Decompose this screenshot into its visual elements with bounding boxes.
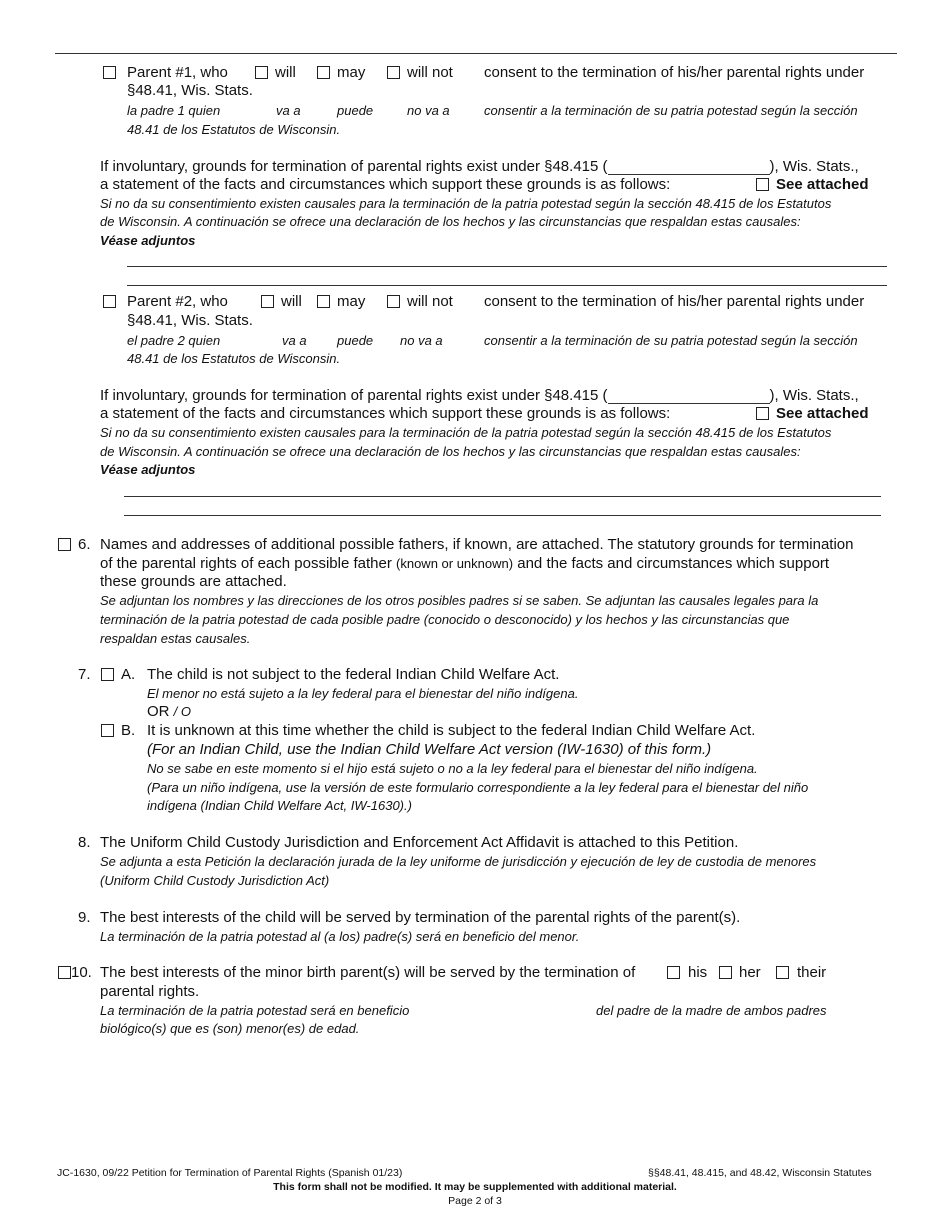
parent1-es-statute: 48.41 de los Estatutos de Wisconsin. xyxy=(127,122,341,137)
top-rule xyxy=(55,53,897,54)
parent1-es-consent: consentir a la terminación de su patria potestad según la sección xyxy=(484,103,858,118)
parent1-consent-text: consent to the termination of his/her parental rights under xyxy=(484,64,865,81)
item9-number: 9. xyxy=(78,909,91,926)
item10-es-2: biológico(s) que es (son) menor(es) de edad. xyxy=(100,1021,360,1036)
item9-text: The best interests of the child will be served by termination of the parental rights of the parent(s). xyxy=(100,909,741,926)
parent1-es-see-attached: Véase adjuntos xyxy=(100,233,196,248)
parent1-statute: §48.41, Wis. Stats. xyxy=(127,82,253,99)
item7-a-es: El menor no está sujeto a la ley federal para el bienestar del niño indígena. xyxy=(147,686,579,701)
parent2-es-will-not: no va a xyxy=(400,333,443,348)
parent2-es-see-attached: Véase adjuntos xyxy=(100,462,196,477)
parent1-es-will: va a xyxy=(276,103,301,118)
parent1-will-checkbox[interactable] xyxy=(255,66,268,79)
parent2-statement-line-2[interactable] xyxy=(124,515,881,516)
item6-line-2 xyxy=(100,555,829,572)
item6-number: 6. xyxy=(78,536,91,553)
parent1-will-not-label: will not xyxy=(407,64,453,81)
parent2-checkbox[interactable] xyxy=(103,295,116,308)
parent2-will-not-checkbox[interactable] xyxy=(387,295,400,308)
item10-her-label: her xyxy=(739,964,761,981)
parent2-involuntary-text-b: ), Wis. Stats., xyxy=(769,387,859,404)
item8-es-1: Se adjunta a esta Petición la declaración jurada de la ley uniforme de jurisdicción y ejecución de ley de custodia de menores xyxy=(100,854,817,869)
parent1-involuntary-line xyxy=(100,158,859,175)
parent2-will-checkbox[interactable] xyxy=(261,295,274,308)
parent1-will-not-checkbox[interactable] xyxy=(387,66,400,79)
item7-number: 7. xyxy=(78,666,91,683)
parent1-es-involuntary-2: de Wisconsin. A continuación se ofrece una declaración de los hechos y las circunstancias que respaldan estas causales: xyxy=(100,214,801,229)
item7-or-en: OR xyxy=(147,703,170,720)
item7-a-letter: A. xyxy=(121,666,136,683)
parent1-es-will-not: no va a xyxy=(407,103,450,118)
footer-form-id: JC-1630, 09/22 Petition for Termination of Parental Rights (Spanish 01/23) xyxy=(57,1167,403,1179)
parent2-es-will: va a xyxy=(282,333,307,348)
item10-his-label: his xyxy=(688,964,708,981)
item6-known-unknown: (known or unknown) xyxy=(396,556,514,571)
parent2-es-who: el padre 2 quien xyxy=(127,333,221,348)
parent2-es-may: puede xyxy=(337,333,374,348)
footer-page-number: Page 2 of 3 xyxy=(448,1195,502,1207)
parent1-statement-line-1[interactable] xyxy=(127,266,887,267)
parent2-consent-text: consent to the termination of his/her parental rights under xyxy=(484,293,865,310)
item10-number: 10. xyxy=(71,964,92,981)
item7-b-checkbox[interactable] xyxy=(101,724,114,737)
parent1-see-attached-checkbox[interactable] xyxy=(756,178,769,191)
parent1-grounds-field[interactable] xyxy=(608,160,770,175)
item7-b-es-3: indígena (Indian Child Welfare Act, IW-1630).) xyxy=(147,798,412,813)
parent2-statement-line-1[interactable] xyxy=(124,496,881,497)
item10-their-label: their xyxy=(797,964,827,981)
item10-her-checkbox[interactable] xyxy=(719,966,732,979)
item10-checkbox[interactable] xyxy=(58,966,71,979)
parent2-may-label: may xyxy=(337,293,366,310)
item6-line-3: these grounds are attached. xyxy=(100,573,287,590)
item6-checkbox[interactable] xyxy=(58,538,71,551)
parent2-es-consent: consentir a la terminación de su patria potestad según la sección xyxy=(484,333,858,348)
footer-notice: This form shall not be modified. It may be supplemented with additional material. xyxy=(273,1181,677,1193)
item10-their-checkbox[interactable] xyxy=(776,966,789,979)
item7-b-text: It is unknown at this time whether the child is subject to the federal Indian Child Welfare Act. xyxy=(147,722,756,739)
item6-line-2c: and the facts and circumstances which support xyxy=(513,555,830,572)
parent1-label: Parent #1, who xyxy=(127,64,228,81)
parent1-see-attached-label: See attached xyxy=(776,176,869,193)
parent2-will-label: will xyxy=(281,293,302,310)
item8-es-2: (Uniform Child Custody Jurisdiction Act) xyxy=(100,873,330,888)
parent1-es-involuntary-1: Si no da su consentimiento existen causales para la terminación de la patria potestad según la sección 48.415 de los Estatutos xyxy=(100,196,832,211)
parent1-may-checkbox[interactable] xyxy=(317,66,330,79)
item10-text-2: parental rights. xyxy=(100,983,200,1000)
item6-es-3: respaldan estas causales. xyxy=(100,631,251,646)
parent1-may-label: may xyxy=(337,64,366,81)
parent1-checkbox[interactable] xyxy=(103,66,116,79)
item7-or-es: / O xyxy=(173,704,192,719)
item8-text: The Uniform Child Custody Jurisdiction and Enforcement Act Affidavit is attached to this Petition. xyxy=(100,834,739,851)
parent1-es-may: puede xyxy=(337,103,374,118)
item9-es: La terminación de la patria potestad al (a los) padre(s) será en beneficio del menor. xyxy=(100,929,580,944)
parent2-grounds-field[interactable] xyxy=(608,389,770,404)
parent1-involuntary-text-a: If involuntary, grounds for termination of parental rights exist under §48.415 ( xyxy=(100,158,608,175)
parent2-statute: §48.41, Wis. Stats. xyxy=(127,312,253,329)
item7-a-text: The child is not subject to the federal Indian Child Welfare Act. xyxy=(147,666,560,683)
item7-b-es-1: No se sabe en este momento si el hijo está sujeto o no a la ley federal para el bienestar del niño indígena. xyxy=(147,761,758,776)
parent2-see-attached-label: See attached xyxy=(776,405,869,422)
parent2-involuntary-text-a: If involuntary, grounds for termination of parental rights exist under §48.415 ( xyxy=(100,387,608,404)
item7-b-es-2: (Para un niño indígena, use la versión de este formulario correspondiente a la ley federal para el bienestar del niño xyxy=(147,780,809,795)
item10-es-1: La terminación de la patria potestad será en beneficio xyxy=(100,1003,410,1018)
parent1-statement-line-2[interactable] xyxy=(127,285,887,286)
parent2-es-statute: 48.41 de los Estatutos de Wisconsin. xyxy=(127,351,341,366)
parent2-may-checkbox[interactable] xyxy=(317,295,330,308)
item6-es-1: Se adjuntan los nombres y las direcciones de los otros posibles padres si se saben. Se adjuntan las causales legales para la xyxy=(100,593,819,608)
parent1-es-who: la padre 1 quien xyxy=(127,103,221,118)
parent2-es-involuntary-2: de Wisconsin. A continuación se ofrece una declaración de los hechos y las circunstancias que respaldan estas causales: xyxy=(100,444,801,459)
item7-b-letter: B. xyxy=(121,722,136,739)
parent1-will-label: will xyxy=(275,64,296,81)
item10-es-options: del padre de la madre de ambos padres xyxy=(596,1003,827,1018)
item6-line-1: Names and addresses of additional possible fathers, if known, are attached. The statutory grounds for termination xyxy=(100,536,854,553)
item6-line-2a: of the parental rights of each possible father xyxy=(100,555,397,572)
item7-b-note: (For an Indian Child, use the Indian Child Welfare Act version (IW-1630) of this form.) xyxy=(147,741,712,758)
item7-or xyxy=(147,703,191,720)
item8-number: 8. xyxy=(78,834,91,851)
parent2-involuntary-line xyxy=(100,387,859,404)
parent2-es-involuntary-1: Si no da su consentimiento existen causales para la terminación de la patria potestad según la sección 48.415 de los Estatutos xyxy=(100,425,832,440)
footer-statutes: §§48.41, 48.415, and 48.42, Wisconsin Statutes xyxy=(648,1167,872,1179)
item10-his-checkbox[interactable] xyxy=(667,966,680,979)
parent2-will-not-label: will not xyxy=(407,293,453,310)
parent2-label: Parent #2, who xyxy=(127,293,228,310)
parent1-statement-text: a statement of the facts and circumstances which support these grounds is as follows: xyxy=(100,176,671,193)
item10-text: The best interests of the minor birth parent(s) will be served by the termination of xyxy=(100,964,636,981)
parent1-involuntary-text-b: ), Wis. Stats., xyxy=(769,158,859,175)
item6-es-2: terminación de la patria potestad de cada posible padre (conocido o desconocido) y los hechos y las circunstancias que xyxy=(100,612,790,627)
item7-a-checkbox[interactable] xyxy=(101,668,114,681)
parent2-statement-text: a statement of the facts and circumstances which support these grounds is as follows: xyxy=(100,405,671,422)
parent2-see-attached-checkbox[interactable] xyxy=(756,407,769,420)
